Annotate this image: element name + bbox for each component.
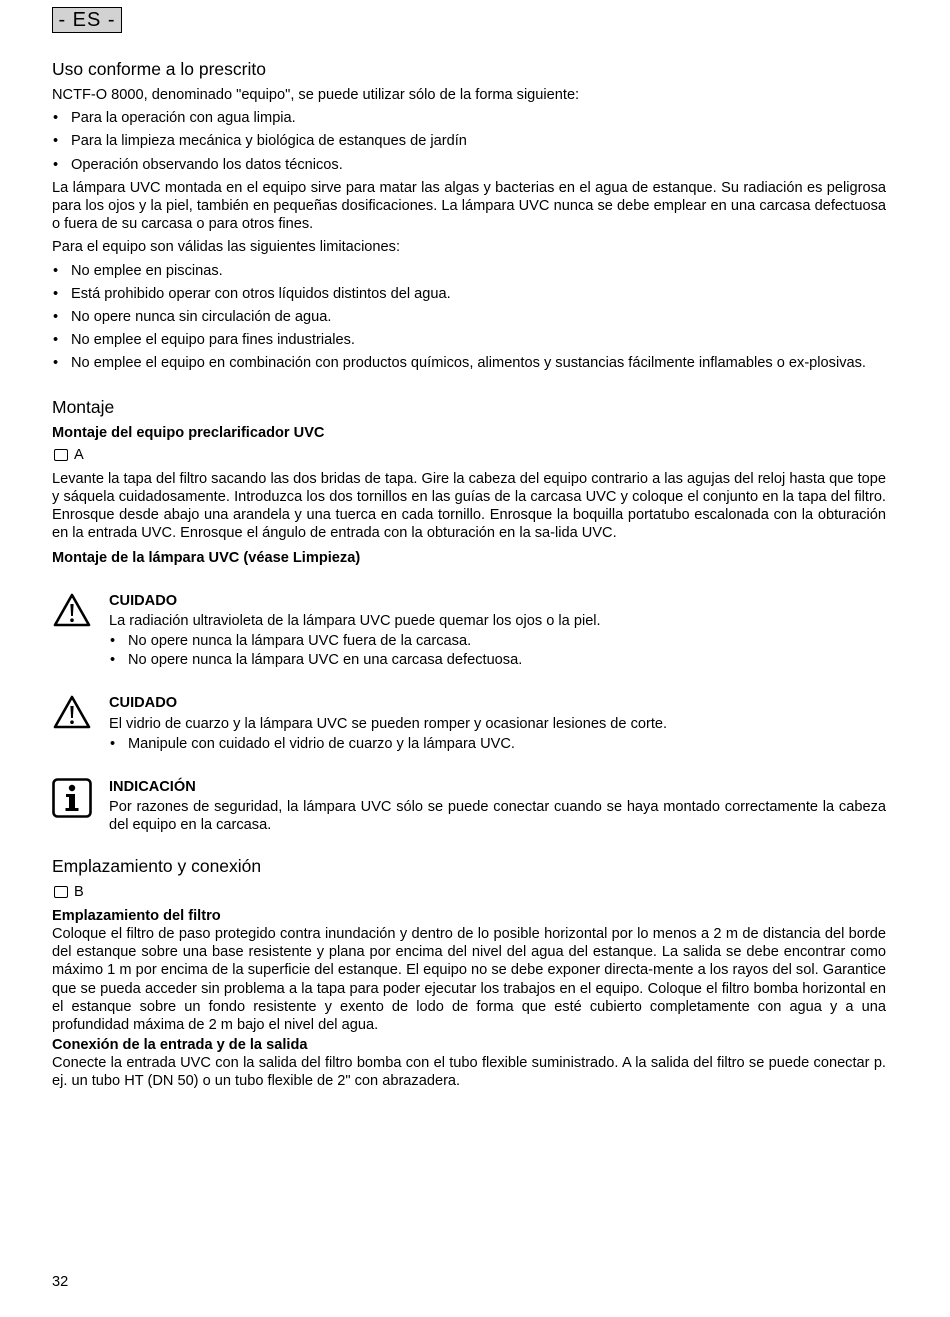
notice-heading: INDICACIÓN [109,779,196,796]
section-title-uso: Uso conforme a lo prescrito [52,59,266,79]
notice-heading: CUIDADO [109,695,178,712]
figure-reference [52,883,886,901]
notice-text: Por razones de seguridad, la lámpara UVC sólo se puede conectar cuando se haya montado correctamente la cabeza del equipo en la carcasa. [109,799,886,834]
figure-box-icon [54,449,68,461]
montaje-instructions: Levante la tapa del filtro sacando las dos bridas de tapa. Gire la cabeza del equipo contrario a las agujas del reloj hasta que tope y sáquela cuidadosamente. Introduzca los dos tornillos en las guías de la carcasa UVC y coloque el conjunto en la tapa del filtro. Enrosque desde abajo una arandela y una tuerca en cada tornillo. Enrosque la boquilla portatubo escalonada con la obturación en la entrada UVC. Enrosque el ángulo de entrada con la obturación en la sa-lida UVC. [52,470,886,542]
list-item: • No emplee en piscinas. [52,262,886,280]
notice-text: El vidrio de cuarzo y la lámpara UVC se pueden romper y ocasionar lesiones de corte. [109,715,668,732]
list-item: • No emplee el equipo para fines industriales. [52,331,886,349]
list-item: • No opere nunca la lámpara UVC en una carcasa defectuosa. [109,651,886,669]
intro-text: NCTF-O 8000, denominado "equipo", se puede utilizar sólo de la forma siguiente: [52,87,580,103]
subsection-title: Emplazamiento del filtro [52,907,221,924]
limitations-list [52,262,886,373]
section-title-emplazamiento: Emplazamiento y conexión [52,855,262,876]
info-notice [52,778,886,835]
info-icon [52,778,92,823]
page-number: 32 [52,1274,69,1290]
list-item: • Para la operación con agua limpia. [52,109,886,127]
page-content [52,58,886,1096]
section-title-montaje: Montaje [52,396,115,417]
figure-reference [52,446,886,464]
caution-notice [52,592,886,670]
usage-list [52,109,886,174]
list-item: • No emplee el equipo en combinación con productos químicos, alimentos y sustancias fácilmente inflamables o ex-plosivas. [52,354,886,372]
warning-triangle-icon [52,694,92,735]
list-item: • Operación observando los datos técnicos. [52,156,886,174]
uvc-description: La lámpara UVC montada en el equipo sirve para matar las algas y bacterias en el agua de estanque. Su radiación es peligrosa para los ojos y la piel, también en pequeñas dosificaciones. La lámpara UVC nunca se debe emplear en una carcasa defectuosa o fuera de su carcasa o para otros fines. [52,179,886,233]
limitations-intro: Para el equipo son válidas las siguientes limitaciones: [52,239,401,256]
list-item: • No opere nunca sin circulación de agua. [52,308,886,326]
connection-text: Conecte la entrada UVC con la salida del filtro bomba con el tubo flexible suministrado. A la salida del filtro se puede conectar p. ej. un tubo HT (DN 50) o un tubo flexible de 2" con abrazadera. [52,1055,886,1090]
caution-notice [52,694,886,753]
list-item: • No opere nunca la lámpara UVC fuera de la carcasa. [109,632,886,650]
subsection-title: Montaje de la lámpara UVC (véase Limpieza) [52,549,361,566]
list-item: • Manipule con cuidado el vidrio de cuarzo y la lámpara UVC. [109,735,886,753]
subsection-title: Conexión de la entrada y de la salida [52,1037,308,1054]
figure-label: B [74,883,84,900]
figure-box-icon [54,886,68,898]
list-item: • Está prohibido operar con otros líquidos distintos del agua. [52,285,886,303]
notice-list [109,735,886,753]
placement-text: Coloque el filtro de paso protegido contra inundación y dentro de lo posible horizontal por lo menos a 2 m de distancia del borde del estanque sobre una base resistente y plana por encima del nivel del agua del estanque. La salida se debe encontrar como máximo 1 m por encima de la superficie del estanque. El equipo no se debe exponer directa-mente a los rayos del sol. Garantice que se pueda acceder sin problema a la tapa para poder ejecutar los trabajos en el equipo. Coloque el filtro bomba horizontal en el estanque sobre un fondo resistente y exento de lodo de forma que esté cubierto completamente con agua y a una profundidad máxima de 2 m bajo el nivel del agua. [52,925,886,1033]
figure-label: A [74,446,84,463]
notice-heading: CUIDADO [109,592,178,609]
notice-list [109,632,886,669]
warning-triangle-icon [52,592,92,633]
language-tab: - ES - [52,7,122,33]
notice-text: La radiación ultravioleta de la lámpara UVC puede quemar los ojos o la piel. [109,612,601,629]
subsection-title: Montaje del equipo preclarificador UVC [52,424,325,441]
list-item: • Para la limpieza mecánica y biológica de estanques de jardín [52,132,886,150]
